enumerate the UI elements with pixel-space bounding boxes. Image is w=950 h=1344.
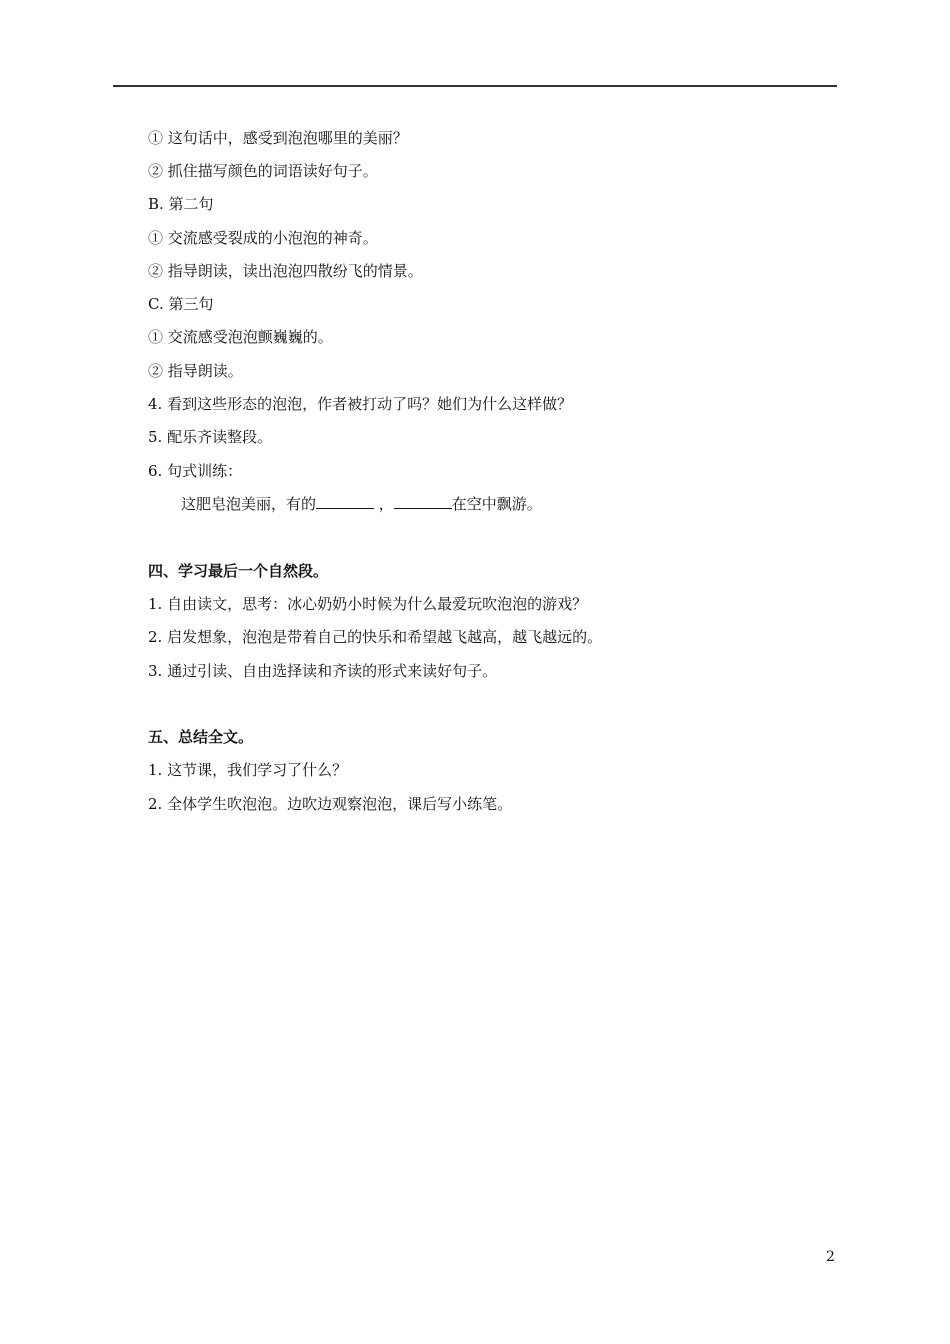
list-item: ② 指导朗读。: [148, 362, 243, 380]
fill-blank: [394, 494, 452, 509]
sentence-drill: [181, 494, 542, 514]
list-item: ① 交流感受泡泡颤巍巍的。: [148, 328, 333, 346]
list-item: 6. 句式训练：: [148, 462, 243, 480]
list-item: 2. 启发想象，泡泡是带着自己的快乐和希望越飞越高，越飞越远的。: [148, 628, 603, 646]
header-rule: [113, 85, 837, 87]
list-item: C. 第三句: [148, 295, 214, 313]
list-item: ① 交流感受裂成的小泡泡的神奇。: [148, 229, 378, 247]
list-item: ① 这句话中，感受到泡泡哪里的美丽？: [148, 129, 408, 147]
list-item: 2. 全体学生吹泡泡。边吹边观察泡泡，课后写小练笔。: [148, 795, 513, 813]
list-item: 3. 通过引读、自由选择读和齐读的形式来读好句子。: [148, 662, 498, 680]
drill-text-part2: 在空中飘游。: [451, 495, 542, 513]
list-item: B. 第二句: [148, 195, 214, 213]
list-item: ② 指导朗读，读出泡泡四散纷飞的情景。: [148, 262, 423, 280]
list-item: 1. 自由读文，思考：冰心奶奶小时候为什么最爱玩吹泡泡的游戏？: [148, 595, 588, 613]
page-number: 2: [826, 1249, 835, 1265]
list-item: ② 抓住描写颜色的词语读好句子。: [148, 162, 378, 180]
list-item: 1. 这节课，我们学习了什么？: [148, 761, 348, 779]
list-item: 5. 配乐齐读整段。: [148, 428, 273, 446]
drill-text-part1: 这肥皂泡美丽，有的: [181, 495, 317, 513]
section-heading: 五、总结全文。: [148, 728, 254, 746]
section-heading: 四、学习最后一个自然段。: [148, 562, 329, 580]
drill-separator: ，: [374, 495, 394, 513]
list-item: 4. 看到这些形态的泡泡，作者被打动了吗？她们为什么这样做？: [148, 395, 573, 413]
fill-blank: [316, 494, 374, 509]
